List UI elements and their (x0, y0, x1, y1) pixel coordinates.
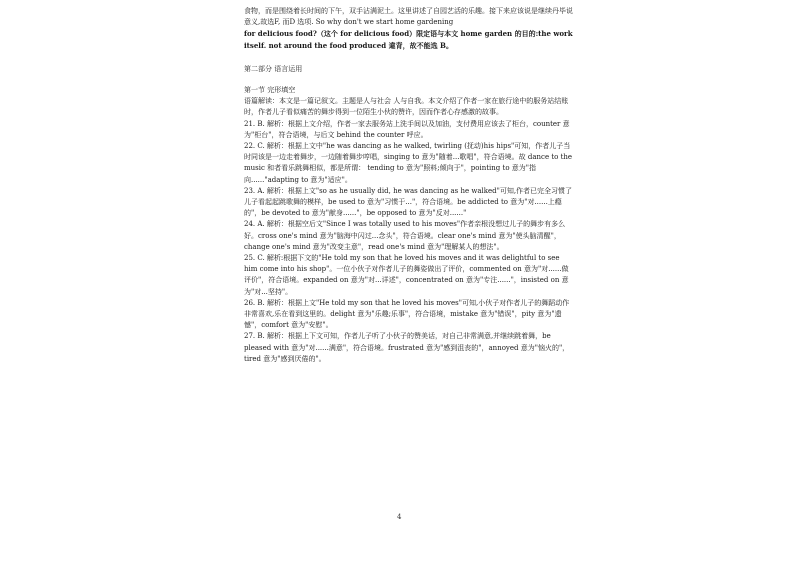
subsection-title: 第一节 完形填空 (244, 86, 296, 95)
answer-item-24: 24. A. 解析：根据空后文"Since I was totally used to his moves"作者亲根没想过儿子的舞步有多么好。cross one's mind 意为"脑海中闪过...念头"，符合语境。clear one's mind 意为"使头脑清醒"，change one's mind 意为"改变主意"，read one's mind 意为"理解某人的想法"。 (244, 220, 566, 251)
answer-item-21: 21. B. 解析：根据上文介绍，作者一家去服务站上洗手间以及加油，支付费用应该去了柜台，counter 意为"柜台"，符合语境，与后文 behind the counter 呼应。 (244, 119, 570, 139)
answer-item-23: 23. A. 解析：根据上文"so as he usually did, he was dancing as he walked"可知,作者已完全习惯了儿子看起起跳歌舞的模样，be used to 意为"习惯于..."，符合语境。be addicted to 意为"对......上瘾的"，be devoted to 意为"献身......"，be opposed to 意为"反对......" (244, 186, 573, 218)
section-title: 第二部分 语言运用 (244, 64, 303, 73)
passage-intro: 语篇解读：本文是一篇记叙文。主题是人与社会 人与自我。本文介绍了作者一家在旅行途中的服务站结账时，作者儿子看似痛苦的舞步得到一位陌生小伙的赞许，因而作者心存感激的故事。 (244, 97, 569, 117)
answer-item-22: 22. C. 解析：根据上文中"he was dancing as he walked, twirling (抚动)his hips"可知，作者儿子当时同该是一边走着舞步，一边随着舞步哼唱，singing to 意为"随着...歌唱"，符合语境。故 dance to the music 和者看乐跳舞相似，都是所谓： tending to 意为"照料;倾向于"，pointing to 意为"指向......"adapting to 意为"适应"。 (244, 142, 573, 184)
answer-item-26: 26. B. 解析：根据上文"He told my son that he loved his moves"可知,小伙子对作者儿子的舞蹈动作非常喜欢,乐在看到这里的。delight 意为"乐趣;乐事"，符合语境，mistake 意为"错误"，pity 意为"遗憾"，comfort 意为"安慰"。 (244, 298, 570, 330)
page-content (244, 6, 574, 365)
intro-paragraph-2: for delicious food?（这个 for delicious food）限定语与本文 home garden 的目的:the work itself. not around the food produced 違背，故不能选 B。 (244, 29, 573, 50)
answer-item-27: 27. B. 解析：根据上下文可知，作者儿子听了小伙子的赞美话，对自己非常满意,并继续跳着舞，be pleased with 意为"对......满意"，符合语境。frustrated 意为"感到沮丧的"，annoyed 意为"恼火的"，tired 意为"感到厌倦的"。 (244, 332, 570, 363)
intro-paragraph-1: 食物，而是围绕着长时间的下午，双手沾满泥土。这里讲述了自园艺活的乐趣。接下来应该说是继续丹毕说意义,故选F, 而D 选项. So why don't we start home gardening (244, 7, 573, 27)
answer-item-25: 25. C. 解析:根据下文的"He told my son that he loved his moves and it was delightful to see him come into his shop"。一位小伙子对作者儿子的舞姿做出了评价，commented on 意为"对......做评价"，符合语境。expanded on 意为"对...详述"，concentrated on 意为"专注......"，insisted on 意为"对...坚持"。 (244, 254, 569, 296)
page-number: 4 (397, 513, 402, 521)
